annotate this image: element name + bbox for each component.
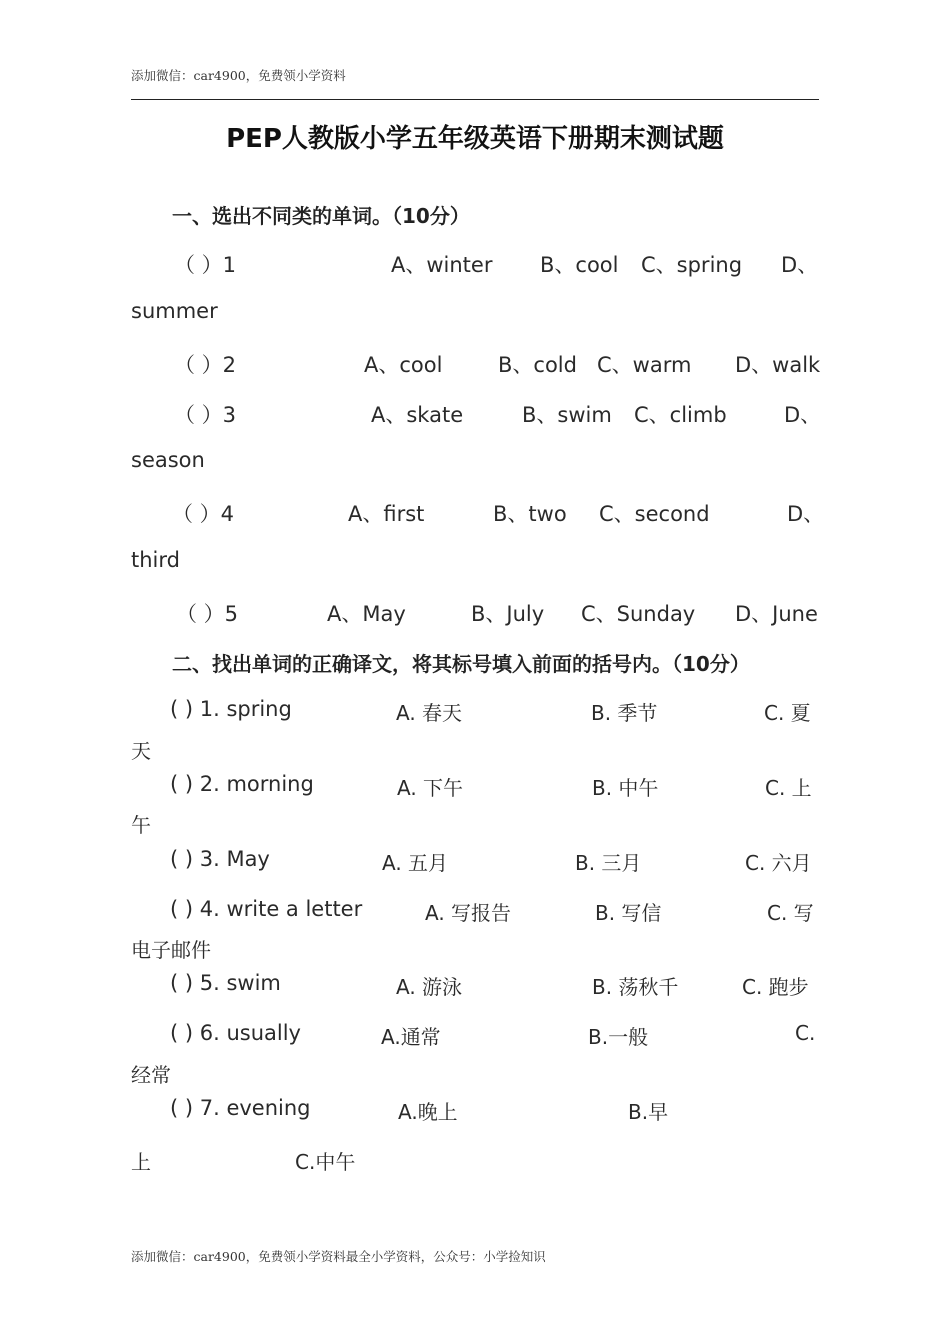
answer-blank: （ ）1 bbox=[174, 253, 237, 277]
option-b: B、July bbox=[471, 602, 545, 626]
option-c: C、spring bbox=[641, 253, 743, 277]
option-d: D、 bbox=[787, 502, 825, 526]
option-d: D、 bbox=[784, 403, 822, 427]
option-c: C、climb bbox=[634, 403, 727, 427]
option-b: B.早 bbox=[628, 1100, 669, 1124]
section-heading-1: 一、选出不同类的单词。（10分） bbox=[172, 204, 470, 228]
option-c: C. 写 bbox=[767, 901, 814, 925]
answer-blank: （ ）4 bbox=[172, 502, 235, 526]
option-c: C. 上 bbox=[765, 776, 812, 800]
option-b: B. 季节 bbox=[591, 701, 658, 725]
option-a: A.晚上 bbox=[398, 1100, 458, 1124]
page-footer: 添加微信：car4900，免费领小学资料最全小学资料，公众号：小学捡知识 bbox=[131, 1249, 546, 1264]
section-heading-2: 二、找出单词的正确译文，将其标号填入前面的括号内。（10分） bbox=[172, 652, 750, 676]
option-a: A、cool bbox=[364, 353, 443, 377]
header-rule bbox=[131, 99, 819, 100]
option-c: C. 夏 bbox=[764, 701, 811, 725]
option-a: A. 五月 bbox=[382, 851, 449, 875]
page-header: 添加微信：car4900，免费领小学资料 bbox=[131, 68, 346, 83]
question-word: ( ) 6. usually bbox=[170, 1021, 301, 1045]
option-b: B.一般 bbox=[588, 1025, 649, 1049]
option-b: B、two bbox=[493, 502, 567, 526]
option-a: A、skate bbox=[371, 403, 464, 427]
option-b: B、swim bbox=[522, 403, 612, 427]
option-d-continued: season bbox=[131, 448, 205, 472]
option-c: C、Sunday bbox=[581, 602, 696, 626]
option-c: C、second bbox=[599, 502, 710, 526]
question-word: ( ) 7. evening bbox=[170, 1096, 311, 1120]
option-d: D、walk bbox=[735, 353, 821, 377]
option-a: A、May bbox=[327, 602, 406, 626]
option-c: C. 跑步 bbox=[742, 975, 809, 999]
option-b: B. 三月 bbox=[575, 851, 642, 875]
option-c: C. 六月 bbox=[745, 851, 812, 875]
option-c-continued: 经常 bbox=[131, 1063, 171, 1087]
question-word: ( ) 5. swim bbox=[170, 971, 281, 995]
option-a: A. 春天 bbox=[396, 701, 463, 725]
answer-blank: （ ）3 bbox=[174, 403, 237, 427]
option-d-continued: third bbox=[131, 548, 180, 572]
option-c-continued: 电子邮件 bbox=[131, 938, 211, 962]
option-a: A. 下午 bbox=[397, 776, 464, 800]
option-a: A. 写报告 bbox=[425, 901, 512, 925]
option-b: B. 写信 bbox=[595, 901, 662, 925]
option-d: D、 bbox=[781, 253, 819, 277]
option-b: B. 中午 bbox=[592, 776, 659, 800]
question-word: ( ) 3. May bbox=[170, 847, 270, 871]
option-a: A、winter bbox=[391, 253, 493, 277]
option-c: C. bbox=[795, 1021, 816, 1045]
option-a: A.通常 bbox=[381, 1025, 441, 1049]
question-word: ( ) 2. morning bbox=[170, 772, 314, 796]
option-d: D、June bbox=[735, 602, 818, 626]
option-b-continued: 上 bbox=[131, 1150, 151, 1174]
option-a: A. 游泳 bbox=[396, 975, 463, 999]
option-d-continued: summer bbox=[131, 299, 218, 323]
answer-blank: （ ）5 bbox=[176, 602, 239, 626]
option-b: B、cool bbox=[540, 253, 619, 277]
question-word: ( ) 1. spring bbox=[170, 697, 292, 721]
option-c-continued: 午 bbox=[131, 813, 151, 837]
option-c: C、warm bbox=[597, 353, 692, 377]
option-b: B. 荡秋千 bbox=[592, 975, 679, 999]
option-a: A、first bbox=[348, 502, 425, 526]
answer-blank: （ ）2 bbox=[174, 353, 237, 377]
option-c-continued: 天 bbox=[131, 739, 151, 763]
option-b: B、cold bbox=[498, 353, 577, 377]
page-title: PEP人教版小学五年级英语下册期末测试题 bbox=[226, 124, 724, 154]
question-word: ( ) 4. write a letter bbox=[170, 897, 363, 921]
option-c: C.中午 bbox=[295, 1150, 356, 1174]
